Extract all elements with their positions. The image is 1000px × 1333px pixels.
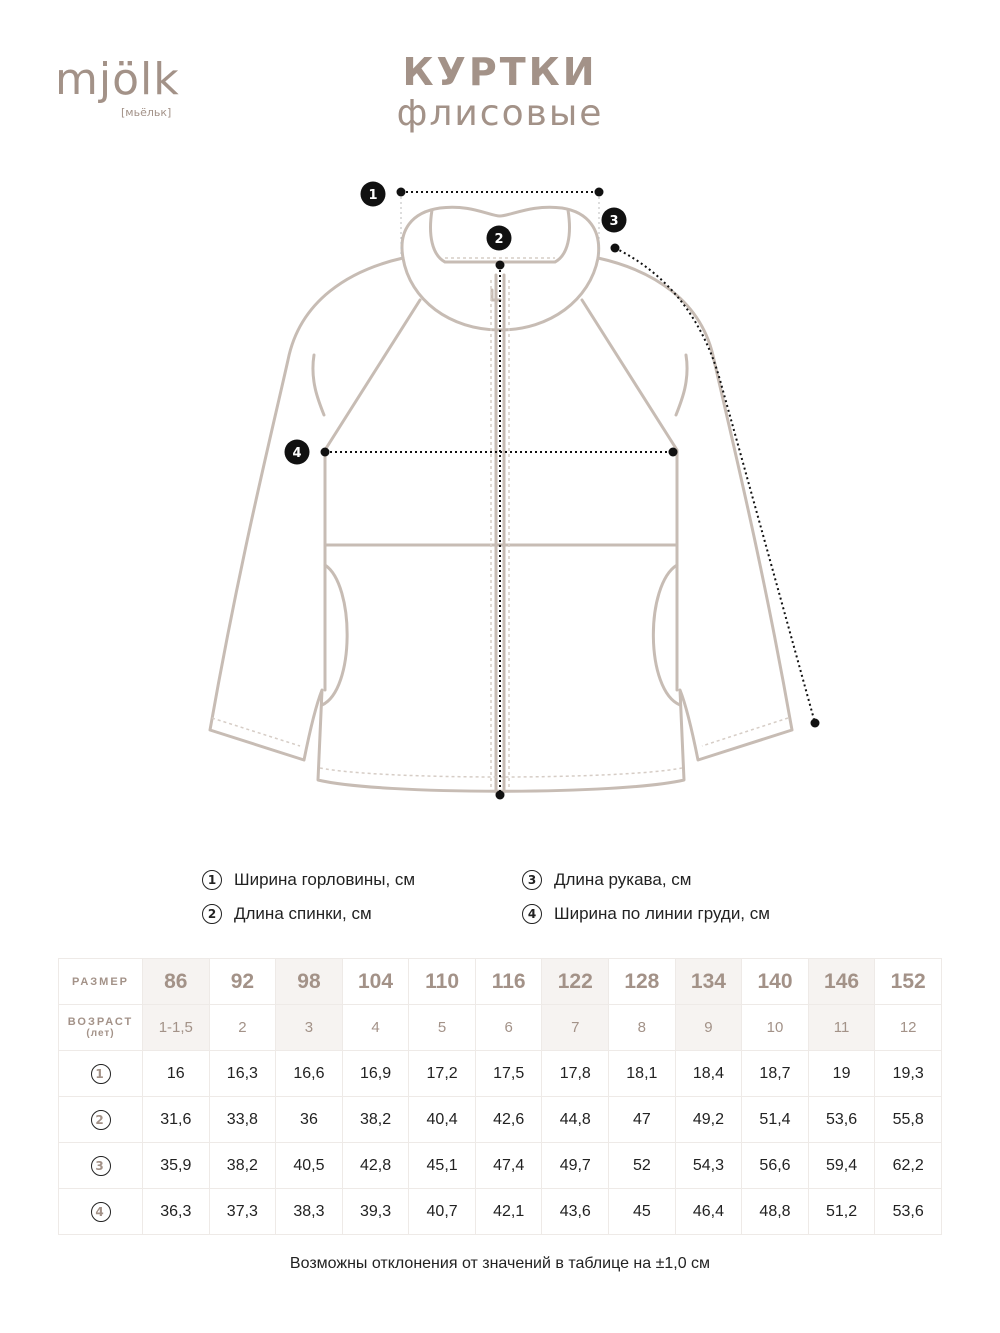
measurement-cell: 18,1 [609,1051,676,1097]
marker-1-label: 1 [368,188,378,203]
measurement-cell: 16,3 [209,1051,276,1097]
legend-number-badge: 3 [522,870,542,890]
measurement-cell: 18,7 [742,1051,809,1097]
measurement-cell: 42,6 [475,1097,542,1143]
measurement-cell: 49,2 [675,1097,742,1143]
measurement-cell: 55,8 [875,1097,942,1143]
legend-number-badge: 4 [522,904,542,924]
measurement-cell: 40,4 [409,1097,476,1143]
raglan-seam-left [325,300,420,690]
size-cell: 152 [875,959,942,1005]
measurement-cell: 38,2 [209,1143,276,1189]
measurement-cell: 36 [276,1097,343,1143]
measurement-cell: 43,6 [542,1189,609,1235]
age-cell: 10 [742,1005,809,1051]
age-cell: 3 [276,1005,343,1051]
legend-label: Ширина по линии груди, см [554,904,770,923]
size-cell: 128 [609,959,676,1005]
age-cell: 5 [409,1005,476,1051]
measurement-cell: 48,8 [742,1189,809,1235]
size-row [59,959,942,1005]
size-cell: 92 [209,959,276,1005]
measurement-legend [0,866,1000,936]
measurement-cell: 45,1 [409,1143,476,1189]
size-row-header: РАЗМЕР [59,959,143,1005]
sleeve-dart-left [313,355,324,415]
measurement-cell: 16 [143,1051,210,1097]
age-cell: 1-1,5 [143,1005,210,1051]
measurement-row [59,1097,942,1143]
measurement-cell: 35,9 [143,1143,210,1189]
dot-chest-right [669,448,678,457]
measurement-cell: 36,3 [143,1189,210,1235]
measurement-row [59,1189,942,1235]
age-row [59,1005,942,1051]
sleeve-dart-right [676,355,687,415]
cuff-stitching-right [702,718,788,746]
measurement-cell: 59,4 [808,1143,875,1189]
measurement-cell: 42,8 [342,1143,409,1189]
measurement-cell: 62,2 [875,1143,942,1189]
measurement-cell: 45 [609,1189,676,1235]
size-cell: 122 [542,959,609,1005]
size-cell: 110 [409,959,476,1005]
zipper-line [496,275,504,792]
legend-number-badge: 1 [202,870,222,890]
dot-neck-left [397,188,406,197]
measurement-cell: 40,7 [409,1189,476,1235]
measurement-cell: 44,8 [542,1097,609,1143]
measurement-cell: 46,4 [675,1189,742,1235]
legend-label: Длина рукава, см [554,870,692,889]
measurement-cell: 31,6 [143,1097,210,1143]
measurement-cell: 56,6 [742,1143,809,1189]
measurement-row [59,1143,942,1189]
row-number-badge: 2 [91,1110,111,1130]
measurement-cell: 49,7 [542,1143,609,1189]
dot-sleeve-top [611,244,620,253]
marker-2-label: 2 [494,232,504,247]
size-cell: 116 [475,959,542,1005]
measurement-cell: 54,3 [675,1143,742,1189]
measurement-cell: 38,2 [342,1097,409,1143]
age-cell: 4 [342,1005,409,1051]
measurement-cell: 16,9 [342,1051,409,1097]
raglan-seam-right [582,300,677,690]
logo-wordmark: mjölk [55,54,180,105]
dot-sleeve-bottom [811,719,820,728]
row-number-badge: 1 [91,1064,111,1084]
measurement-row-header [59,1051,143,1097]
legend-item-chest-width [522,904,770,924]
title-line-1: КУРТКИ [402,50,598,94]
age-cell: 9 [675,1005,742,1051]
measurement-cell: 47 [609,1097,676,1143]
measurement-cell: 38,3 [276,1189,343,1235]
legend-number-badge: 2 [202,904,222,924]
size-cell: 134 [675,959,742,1005]
marker-3-label: 3 [609,214,619,229]
tolerance-note: Возможны отклонения от значений в таблице на ±1,0 см [289,1255,711,1272]
page-title [0,50,1000,134]
legend-item-neck-width [202,870,415,890]
measure-sleeve-length [615,248,815,723]
age-cell: 12 [875,1005,942,1051]
size-cell: 146 [808,959,875,1005]
measurement-row [59,1051,942,1097]
dot-neck-right [595,188,604,197]
dot-chest-left [321,448,330,457]
measurement-cell: 17,8 [542,1051,609,1097]
measurement-cell: 18,4 [675,1051,742,1097]
legend-item-sleeve-length [522,870,691,890]
measurement-cell: 40,5 [276,1143,343,1189]
measurement-cell: 37,3 [209,1189,276,1235]
logo-transcription: [мьёльк] [121,106,172,119]
size-cell: 140 [742,959,809,1005]
measurement-row-header [59,1097,143,1143]
measurement-cell: 52 [609,1143,676,1189]
size-cell: 98 [276,959,343,1005]
legend-label: Длина спинки, см [234,904,372,923]
measurement-row-header [59,1143,143,1189]
measurement-cell: 39,3 [342,1189,409,1235]
measurement-cell: 19 [808,1051,875,1097]
measurement-cell: 53,6 [875,1189,942,1235]
row-number-badge: 3 [91,1156,111,1176]
measurement-cell: 19,3 [875,1051,942,1097]
row-number-badge: 4 [91,1202,111,1222]
legend-item-back-length [202,904,372,924]
dot-back-top [496,261,505,270]
measurement-cell: 42,1 [475,1189,542,1235]
age-sublabel: (лет) [86,1028,115,1039]
age-cell: 7 [542,1005,609,1051]
age-cell: 2 [209,1005,276,1051]
age-label: ВОЗРАСТ [67,1016,134,1028]
size-cell: 104 [342,959,409,1005]
measurement-cell: 17,2 [409,1051,476,1097]
measurement-cell: 16,6 [276,1051,343,1097]
measurement-cell: 33,8 [209,1097,276,1143]
cuff-stitching-left [212,718,300,746]
size-table [58,958,942,1235]
measurement-cell: 47,4 [475,1143,542,1189]
measurement-cell: 53,6 [808,1097,875,1143]
legend-label: Ширина горловины, см [234,870,416,889]
measurement-cell: 51,2 [808,1189,875,1235]
age-cell: 6 [475,1005,542,1051]
age-cell: 11 [808,1005,875,1051]
measurement-cell: 17,5 [475,1051,542,1097]
measurement-cell: 51,4 [742,1097,809,1143]
measurement-row-header [59,1189,143,1235]
age-row-header [59,1005,143,1051]
jacket-illustration [180,170,840,810]
size-cell: 86 [143,959,210,1005]
dot-back-bottom [496,791,505,800]
title-line-2: флисовые [396,93,604,134]
marker-4-label: 4 [292,446,302,461]
age-cell: 8 [609,1005,676,1051]
